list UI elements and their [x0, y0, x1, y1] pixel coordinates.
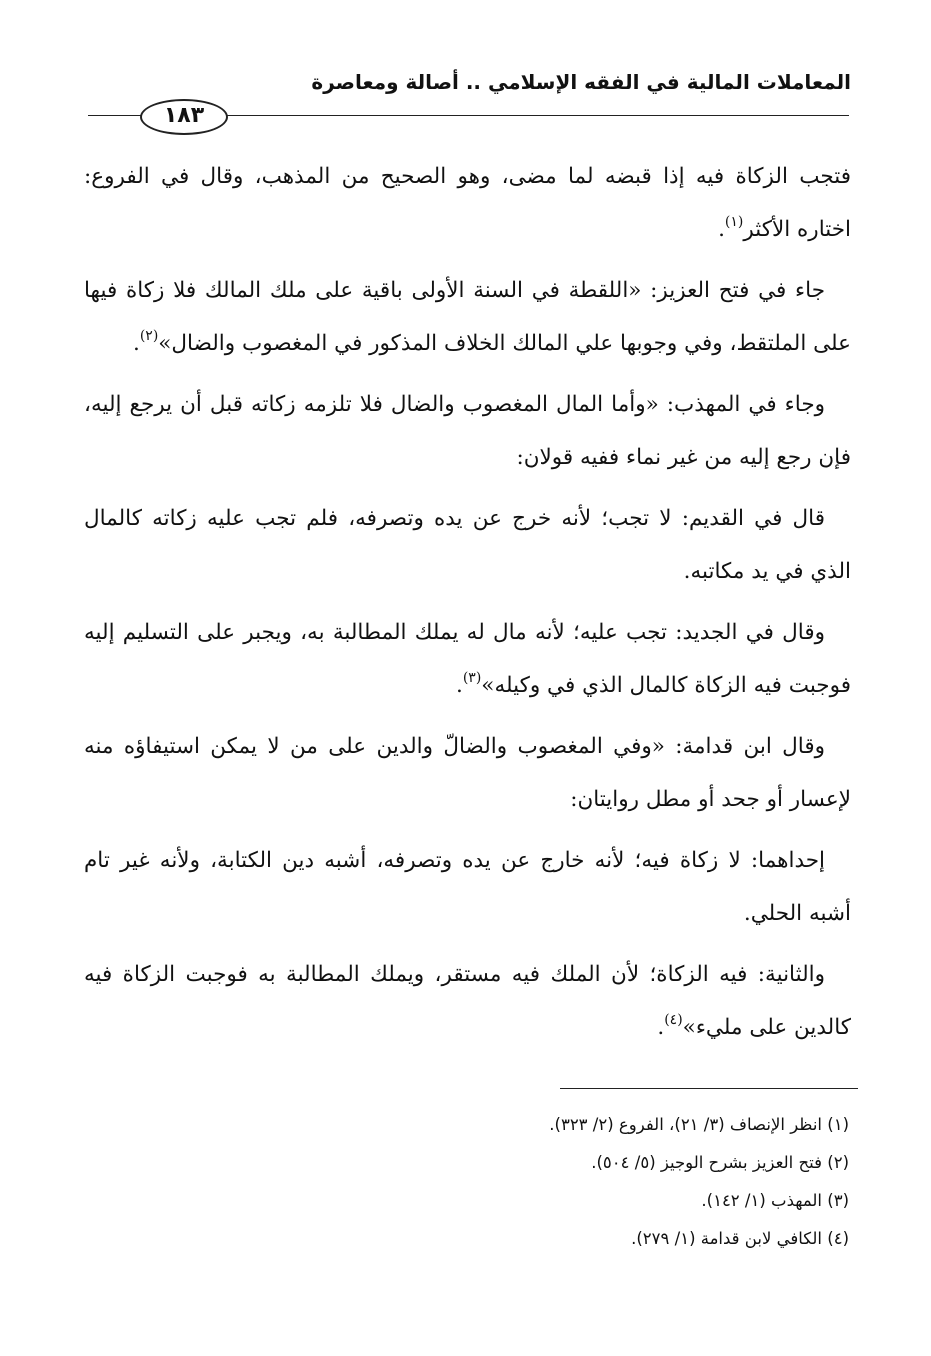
footnote-ref: (٢): [139, 328, 159, 344]
footnote: (١) انظر الإنصاف (٣/ ٢١)، الفروع (٢/ ٣٢٣).: [549, 1115, 849, 1134]
running-header-title: المعاملات المالية في الفقه الإسلامي .. أصالة ومعاصرة: [311, 70, 851, 94]
footnotes: [89, 1106, 849, 1258]
paragraph: إحداهما: لا زكاة فيه؛ لأنه خارج عن يده وتصرفه، أشبه دين الكتابة، ولأنه غير تام أشبه الحلي.: [84, 848, 851, 926]
footnote: (٤) الكافي لابن قدامة (١/ ٢٧٩).: [631, 1229, 849, 1248]
footnote: (٣) المهذب (١/ ١٤٢).: [701, 1191, 849, 1210]
footnote-ref: (٤): [664, 1012, 683, 1028]
paragraph: فتجب الزكاة فيه إذا قبضه لما مضى، وهو الصحيح من المذهب، وقال في الفروع: اختاره الأكثر$^{(١)}$.: [84, 164, 851, 242]
page-number: ١٨٣: [140, 99, 228, 135]
paragraph: قال في القديم: لا تجب؛ لأنه خرج عن يده وتصرفه، فلم تجب عليه زكاته كالمال الذي في يد مكاتبه.: [84, 506, 851, 584]
paragraph: والثانية: فيه الزكاة؛ لأن الملك فيه مستقر، ويملك المطالبة به فوجبت الزكاة فيه كالدين على مليء»$^{(٤)}$.: [84, 962, 851, 1040]
paragraph: وقال ابن قدامة: «وفي المغصوب والضالّ والدين على من لا يمكن استيفاؤه منه لإعسار أو جحد أو مطل روايتان:: [84, 734, 851, 812]
paragraph: جاء في فتح العزيز: «اللقطة في السنة الأولى باقية على ملك المالك فلا زكاة فيها على الملتقط، وفي وجوبها علي المالك الخلاف المذكور في المغصوب والضال»$^{(٢)}$.: [84, 278, 851, 356]
paragraph: وجاء في المهذب: «وأما المال المغصوب والضال فلا تلزمه زكاته قبل أن يرجع إليه، فإن رجع إليه من غير نماء ففيه قولان:: [84, 392, 851, 470]
footnote-separator: [560, 1088, 858, 1089]
footnote: (٢) فتح العزيز بشرح الوجيز (٥/ ٥٠٤).: [591, 1153, 849, 1172]
footnote-ref: (٣): [462, 670, 482, 686]
body-text: [84, 150, 851, 1054]
footnote-ref: (١): [724, 214, 744, 230]
paragraph: وقال في الجديد: تجب عليه؛ لأنه مال له يملك المطالبة به، ويجبر على التسليم إليه فوجبت فيه الزكاة كالمال الذي في وكيله»$^{(٣)}$.: [84, 620, 851, 698]
